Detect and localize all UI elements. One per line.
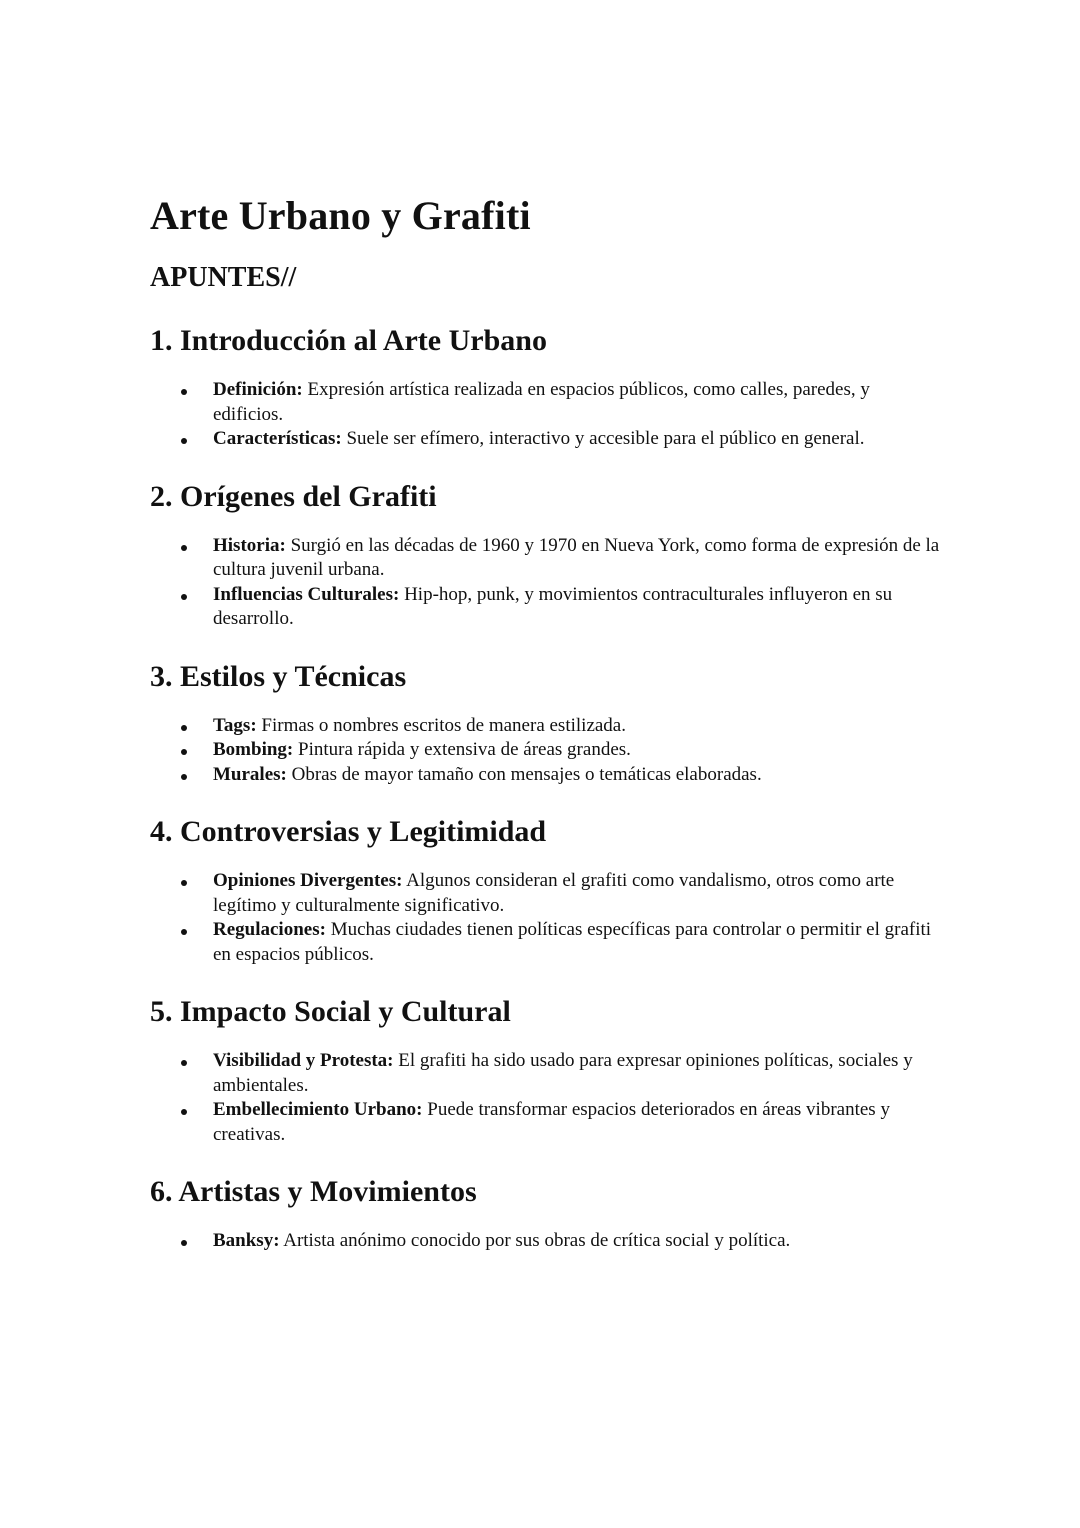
item-term: Bombing: <box>213 739 294 760</box>
item-text: Puede transformar espacios deteriorados en áreas vibrantes y creativas. <box>213 1099 890 1145</box>
item-text: Artista anónimo conocido por sus obras de crítica social y política. <box>283 1230 791 1251</box>
list-item <box>150 1229 940 1254</box>
section-heading: 5. Impacto Social y Cultural <box>150 995 511 1028</box>
section-estilos <box>150 658 940 788</box>
section-heading: 3. Estilos y Técnicas <box>150 659 407 693</box>
list-item <box>150 918 940 967</box>
bullet-list <box>150 378 940 452</box>
document-page <box>150 190 940 1254</box>
item-text: Expresión artística realizada en espacios públicos, como calles, paredes, y edificios. <box>213 379 870 425</box>
item-text: Suele ser efímero, interactivo y accesible para el público en general. <box>346 428 865 449</box>
item-text: Surgió en las décadas de 1960 y 1970 en Nueva York, como forma de expresión de la cultura juvenil urbana. <box>213 534 940 580</box>
bullet-icon <box>181 1240 187 1246</box>
bullet-icon <box>181 545 187 551</box>
list-item <box>150 427 940 452</box>
item-text: El grafiti ha sido usado para expresar opiniones políticas, sociales y ambientales. <box>213 1050 913 1096</box>
bullet-icon <box>181 594 187 600</box>
list-item <box>150 1098 940 1147</box>
item-text: Algunos consideran el grafiti como vandalismo, otros como arte legítimo y culturalmente significativo. <box>213 870 895 916</box>
bullet-icon <box>181 774 187 780</box>
list-item <box>150 534 940 583</box>
list-item <box>150 869 940 918</box>
item-term: Definición: <box>213 379 303 400</box>
bullet-icon <box>181 929 187 935</box>
item-term: Características: <box>213 428 342 449</box>
bullet-icon <box>181 749 187 755</box>
item-text: Firmas o nombres escritos de manera estilizada. <box>261 714 626 736</box>
bullet-icon <box>181 438 187 444</box>
item-term: Embellecimiento Urbano: <box>213 1099 423 1120</box>
bullet-icon <box>181 725 187 731</box>
bullet-icon <box>181 880 187 886</box>
item-text: Obras de mayor tamaño con mensajes o temáticas elaboradas. <box>291 763 762 785</box>
section-artistas <box>150 1173 940 1254</box>
item-text: Pintura rápida y extensiva de áreas grandes. <box>298 739 631 760</box>
list-item <box>150 583 940 632</box>
list-item <box>150 714 940 739</box>
bullet-list <box>150 869 940 967</box>
bullet-list <box>150 1049 940 1147</box>
item-term: Regulaciones: <box>213 919 326 940</box>
item-term: Tags: <box>213 714 257 736</box>
bullet-icon <box>181 1060 187 1066</box>
item-text: Hip-hop, punk, y movimientos contraculturales influyeron en su desarrollo. <box>213 583 893 629</box>
list-item <box>150 1049 940 1098</box>
bullet-icon <box>181 389 187 395</box>
list-item <box>150 763 940 788</box>
bullet-icon <box>181 1109 187 1115</box>
section-introduccion <box>150 322 940 452</box>
section-heading: 1. Introducción al Arte Urbano <box>150 324 547 357</box>
document-subtitle: APUNTES// <box>150 262 297 293</box>
item-term: Murales: <box>213 763 287 785</box>
section-heading: 6. Artistas y Movimientos <box>150 1175 477 1208</box>
item-term: Visibilidad y Protesta: <box>213 1050 394 1071</box>
item-text: Muchas ciudades tienen políticas específicas para controlar o permitir el grafiti en espacios públicos. <box>213 919 932 965</box>
item-term: Opiniones Divergentes: <box>213 870 403 891</box>
item-term: Influencias Culturales: <box>213 583 400 605</box>
section-controversias <box>150 813 940 967</box>
list-item <box>150 378 940 427</box>
section-heading: 2. Orígenes del Grafiti <box>150 479 437 513</box>
section-origenes <box>150 478 940 632</box>
item-term: Historia: <box>213 534 286 556</box>
list-item <box>150 738 940 763</box>
bullet-list <box>150 1229 940 1254</box>
section-heading: 4. Controversias y Legitimidad <box>150 815 547 848</box>
bullet-list <box>150 534 940 632</box>
bullet-list <box>150 714 940 788</box>
item-term: Banksy: <box>213 1230 280 1251</box>
document-title: Arte Urbano y Grafiti <box>150 193 531 238</box>
section-impacto <box>150 993 940 1147</box>
